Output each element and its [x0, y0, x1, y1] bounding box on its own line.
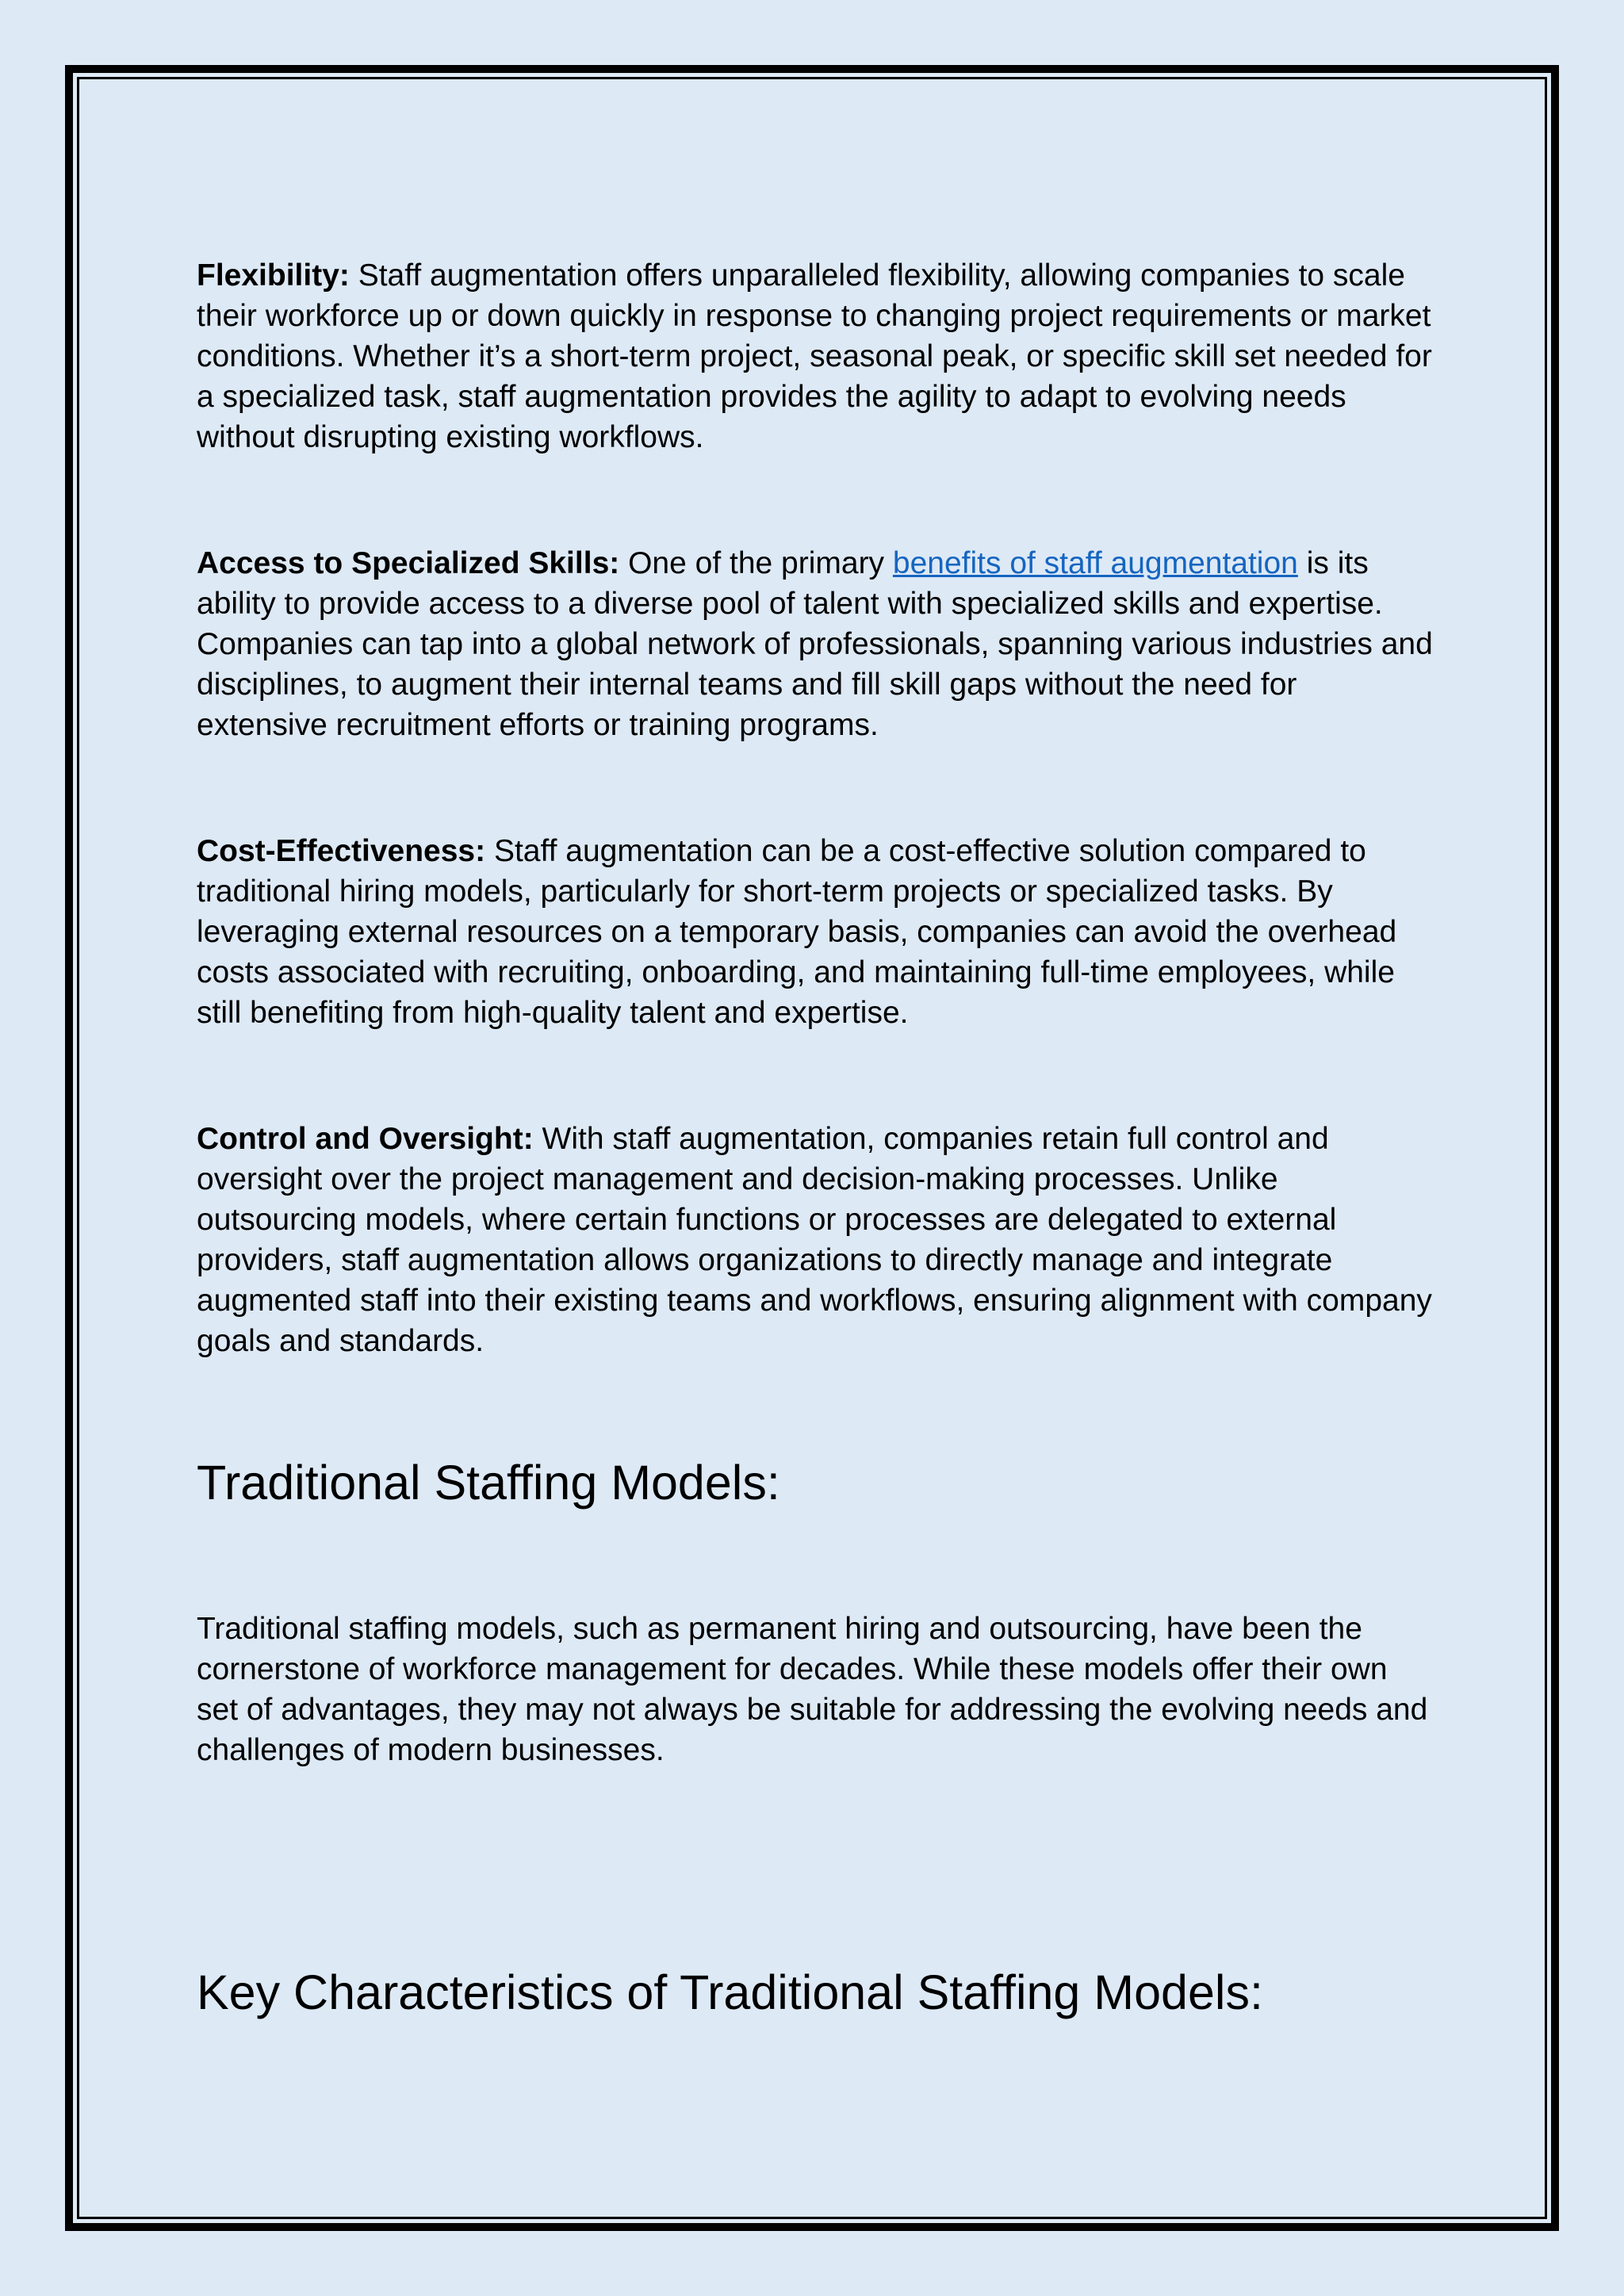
document-content: [197, 255, 1434, 2021]
benefits-link[interactable]: benefits of staff augmentation: [892, 546, 1298, 580]
specialized-skills-label: Access to Specialized Skills:: [197, 546, 620, 580]
cost-effectiveness-paragraph: [197, 831, 1434, 1033]
cost-effectiveness-label: Cost-Effectiveness:: [197, 834, 486, 868]
key-characteristics-heading: Key Characteristics of Traditional Staffing Models:: [197, 1965, 1263, 2019]
flexibility-label: Flexibility:: [197, 258, 350, 293]
specialized-skills-text-before: One of the primary: [619, 546, 893, 580]
traditional-staffing-heading: Traditional Staffing Models:: [197, 1456, 780, 1510]
flexibility-paragraph: [197, 255, 1434, 457]
control-oversight-text: With staff augmentation, companies retain full control and oversight over the project management and decision-making processes. Unlike outsourcing models, where certain functions or processes are delegated to external providers, staff augmentation allows organizations to directly manage and integrate augmented staff into their existing teams and workflows, ensuring alignment with company goals and standards.: [197, 1122, 1432, 1358]
control-oversight-label: Control and Oversight:: [197, 1122, 534, 1156]
traditional-staffing-paragraph: Traditional staffing models, such as permanent hiring and outsourcing, have been the cornerstone of workforce management for decades. While these models offer their own set of advantages, they may not always be suitable for addressing the evolving needs and challenges of modern businesses.: [197, 1612, 1428, 1767]
specialized-skills-paragraph: [197, 543, 1434, 745]
flexibility-text: Staff augmentation offers unparalleled flexibility, allowing companies to scale their workforce up or down quickly in response to changing project requirements or market conditions. Whether it’s a short-term project, seasonal peak, or specific skill set needed for a specialized task, staff augmentation provides the agility to adapt to evolving needs without disrupting existing workflows.: [197, 258, 1432, 454]
cost-effectiveness-text: Staff augmentation can be a cost-effective solution compared to traditional hiring models, particularly for short-term projects or specialized tasks. By leveraging external resources on a temporary basis, companies can avoid the overhead costs associated with recruiting, onboarding, and maintaining full-time employees, while still benefiting from high-quality talent and expertise.: [197, 834, 1397, 1030]
control-oversight-paragraph: [197, 1119, 1434, 1361]
specialized-skills-text-after: is its ability to provide access to a diverse pool of talent with specialized skills and expertise. Companies can tap into a global network of professionals, spanning various industries and disciplines, to augment their internal teams and fill skill gaps without the need for extensive recruitment efforts or training programs.: [197, 546, 1433, 742]
